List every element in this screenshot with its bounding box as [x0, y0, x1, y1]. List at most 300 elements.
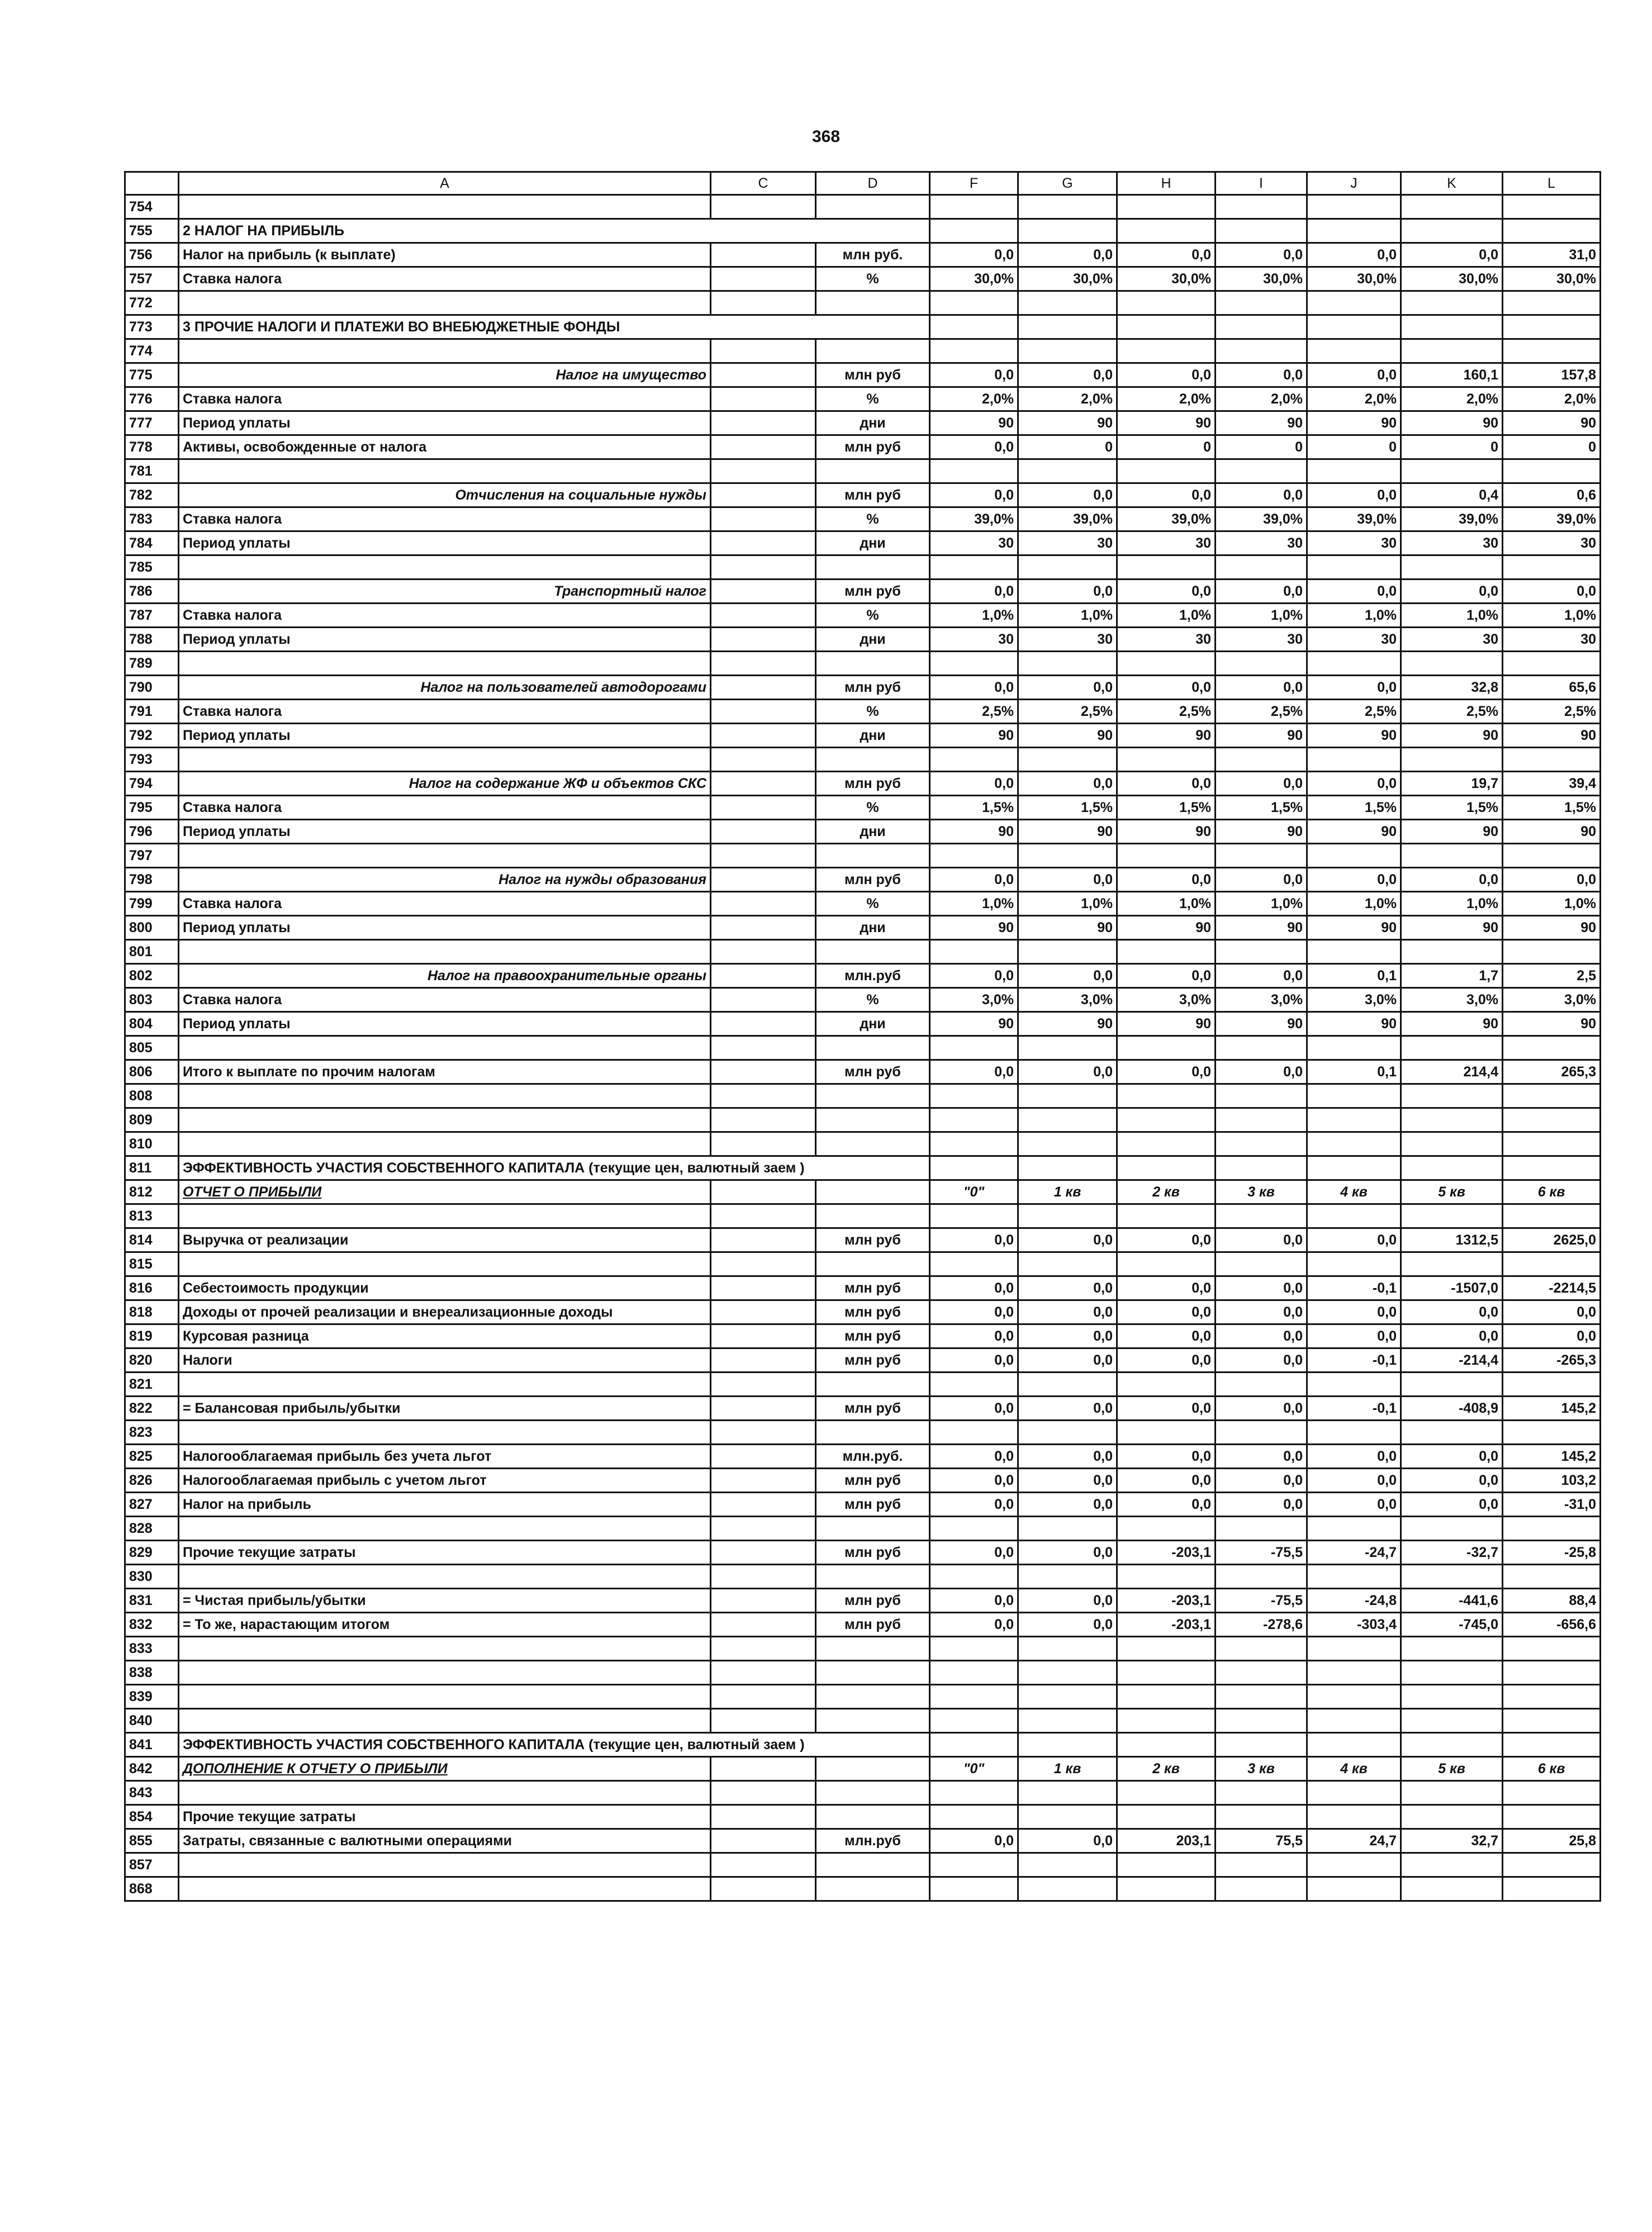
cell-value[interactable] — [1503, 1156, 1601, 1180]
cell-value[interactable]: 39,0% — [1216, 507, 1307, 531]
cell-value[interactable]: 30,0% — [1117, 267, 1216, 291]
cell-value[interactable]: 0,0 — [1307, 1300, 1401, 1324]
cell-value[interactable] — [1503, 1661, 1601, 1685]
cell-c[interactable] — [711, 1565, 816, 1589]
cell-value[interactable]: 2,0% — [1216, 387, 1307, 411]
cell-value[interactable] — [1401, 1036, 1503, 1060]
cell-value[interactable] — [1503, 1373, 1601, 1397]
cell-value[interactable] — [1216, 1637, 1307, 1661]
cell-unit[interactable] — [816, 195, 930, 219]
cell-value[interactable] — [1401, 1565, 1503, 1589]
cell-c[interactable] — [711, 1805, 816, 1829]
cell-c[interactable] — [711, 988, 816, 1012]
cell-value[interactable]: 0,0 — [1117, 1469, 1216, 1493]
cell-value[interactable] — [1216, 1877, 1307, 1901]
cell-label[interactable]: Ставка налога — [179, 796, 711, 820]
cell-value[interactable]: 0,0 — [1018, 772, 1117, 796]
cell-unit[interactable]: дни — [816, 411, 930, 435]
cell-value[interactable] — [1018, 1853, 1117, 1877]
cell-c[interactable] — [711, 1661, 816, 1685]
cell-value[interactable]: 2,0% — [1018, 387, 1117, 411]
cell-c[interactable] — [711, 243, 816, 267]
cell-value[interactable]: 145,2 — [1503, 1445, 1601, 1469]
cell-c[interactable] — [711, 291, 816, 315]
cell-value[interactable] — [1117, 1084, 1216, 1108]
column-header-j[interactable]: J — [1307, 172, 1401, 195]
cell-value[interactable]: 75,5 — [1216, 1829, 1307, 1853]
cell-value[interactable] — [1503, 1565, 1601, 1589]
cell-value[interactable] — [1216, 1036, 1307, 1060]
cell-value[interactable] — [1216, 555, 1307, 580]
cell-label[interactable] — [179, 1084, 711, 1108]
cell-c[interactable] — [711, 435, 816, 459]
cell-unit[interactable] — [816, 844, 930, 868]
cell-value[interactable]: 32,7 — [1401, 1829, 1503, 1853]
cell-value[interactable]: -214,4 — [1401, 1348, 1503, 1373]
cell-c[interactable] — [711, 1324, 816, 1348]
cell-label[interactable] — [179, 1685, 711, 1709]
cell-value[interactable] — [1307, 1108, 1401, 1132]
cell-value[interactable]: 2,5 — [1503, 964, 1601, 988]
cell-value[interactable] — [1018, 1156, 1117, 1180]
cell-value[interactable] — [1117, 1733, 1216, 1757]
period-header[interactable]: 1 кв — [1018, 1180, 1117, 1204]
cell-c[interactable] — [711, 1204, 816, 1228]
cell-unit[interactable] — [816, 1853, 930, 1877]
cell-label[interactable]: Отчисления на социальные нужды — [179, 483, 711, 507]
cell-label[interactable] — [179, 1373, 711, 1397]
cell-value[interactable] — [1117, 1661, 1216, 1685]
cell-value[interactable]: 0,0 — [1401, 580, 1503, 604]
cell-value[interactable]: 88,4 — [1503, 1589, 1601, 1613]
cell-unit[interactable]: млн.руб. — [816, 1445, 930, 1469]
cell-value[interactable]: 0 — [1307, 435, 1401, 459]
cell-value[interactable]: 30,0% — [1307, 267, 1401, 291]
cell-label[interactable]: ЭФФЕКТИВНОСТЬ УЧАСТИЯ СОБСТВЕННОГО КАПИТАЛА (текущие цен, валютный заем ) — [179, 1156, 930, 1180]
cell-value[interactable] — [1018, 1709, 1117, 1733]
cell-c[interactable] — [711, 1084, 816, 1108]
cell-label[interactable]: Период уплаты — [179, 628, 711, 652]
period-header[interactable]: 5 кв — [1401, 1180, 1503, 1204]
cell-value[interactable]: 30,0% — [1216, 267, 1307, 291]
cell-label[interactable] — [179, 1877, 711, 1901]
cell-value[interactable]: 0,0 — [1117, 1397, 1216, 1421]
cell-c[interactable] — [711, 1132, 816, 1156]
cell-value[interactable] — [1117, 1204, 1216, 1228]
cell-unit[interactable]: млн.руб — [816, 964, 930, 988]
cell-c[interactable] — [711, 1397, 816, 1421]
cell-value[interactable]: -75,5 — [1216, 1541, 1307, 1565]
cell-label[interactable] — [179, 1108, 711, 1132]
cell-unit[interactable]: % — [816, 267, 930, 291]
cell-unit[interactable] — [816, 1373, 930, 1397]
cell-label[interactable] — [179, 1637, 711, 1661]
cell-label[interactable]: Себестоимость продукции — [179, 1276, 711, 1300]
cell-unit[interactable]: дни — [816, 628, 930, 652]
cell-value[interactable]: 3,0% — [1307, 988, 1401, 1012]
cell-c[interactable] — [711, 964, 816, 988]
cell-value[interactable]: 0,0 — [1401, 1469, 1503, 1493]
cell-value[interactable]: 39,0% — [1117, 507, 1216, 531]
cell-value[interactable]: 2,0% — [930, 387, 1018, 411]
cell-value[interactable] — [1307, 1517, 1401, 1541]
cell-value[interactable]: 0,0 — [1117, 1324, 1216, 1348]
cell-value[interactable]: 0 — [1018, 435, 1117, 459]
cell-c[interactable] — [711, 1517, 816, 1541]
cell-value[interactable]: 1,5% — [1401, 796, 1503, 820]
cell-label[interactable]: Налог на прибыль — [179, 1493, 711, 1517]
cell-value[interactable] — [1018, 291, 1117, 315]
cell-value[interactable]: 30 — [1401, 531, 1503, 555]
cell-unit[interactable] — [816, 1637, 930, 1661]
cell-value[interactable] — [1503, 555, 1601, 580]
cell-value[interactable]: 1,0% — [1307, 892, 1401, 916]
cell-value[interactable] — [1307, 1252, 1401, 1276]
cell-value[interactable]: 90 — [1307, 1012, 1401, 1036]
cell-value[interactable] — [1307, 1132, 1401, 1156]
cell-label[interactable] — [179, 1132, 711, 1156]
cell-value[interactable] — [1117, 1781, 1216, 1805]
cell-c[interactable] — [711, 1348, 816, 1373]
cell-c[interactable] — [711, 363, 816, 387]
cell-value[interactable]: 39,0% — [930, 507, 1018, 531]
cell-unit[interactable] — [816, 1180, 930, 1204]
cell-value[interactable]: 30 — [1307, 531, 1401, 555]
cell-value[interactable] — [1216, 1108, 1307, 1132]
cell-c[interactable] — [711, 820, 816, 844]
cell-value[interactable]: 0,0 — [930, 1300, 1018, 1324]
cell-value[interactable] — [1503, 1877, 1601, 1901]
cell-value[interactable] — [1503, 1637, 1601, 1661]
cell-value[interactable]: 3,0% — [1018, 988, 1117, 1012]
cell-value[interactable]: 0,0 — [1018, 1613, 1117, 1637]
cell-value[interactable] — [1503, 1709, 1601, 1733]
cell-value[interactable] — [1401, 1204, 1503, 1228]
cell-value[interactable]: 0,0 — [1216, 964, 1307, 988]
cell-value[interactable]: 0,0 — [1117, 1228, 1216, 1252]
cell-value[interactable] — [930, 459, 1018, 483]
cell-value[interactable] — [1117, 1805, 1216, 1829]
cell-value[interactable]: -265,3 — [1503, 1348, 1601, 1373]
cell-value[interactable]: -24,8 — [1307, 1589, 1401, 1613]
cell-label[interactable] — [179, 1421, 711, 1445]
period-header[interactable]: 3 кв — [1216, 1180, 1307, 1204]
cell-value[interactable] — [930, 1709, 1018, 1733]
cell-value[interactable] — [1401, 748, 1503, 772]
cell-value[interactable]: 90 — [1018, 916, 1117, 940]
cell-value[interactable] — [930, 652, 1018, 676]
cell-value[interactable] — [1307, 940, 1401, 964]
cell-c[interactable] — [711, 1613, 816, 1637]
cell-value[interactable] — [1117, 1252, 1216, 1276]
cell-unit[interactable] — [816, 555, 930, 580]
cell-value[interactable] — [1503, 1132, 1601, 1156]
cell-value[interactable]: 3,0% — [1117, 988, 1216, 1012]
cell-value[interactable]: 0,0 — [930, 1060, 1018, 1084]
cell-c[interactable] — [711, 507, 816, 531]
cell-value[interactable] — [1307, 1084, 1401, 1108]
period-header[interactable]: 4 кв — [1307, 1757, 1401, 1781]
cell-value[interactable] — [1018, 339, 1117, 363]
cell-c[interactable] — [711, 652, 816, 676]
cell-value[interactable]: 0,0 — [1018, 1276, 1117, 1300]
cell-value[interactable] — [1117, 1637, 1216, 1661]
cell-value[interactable]: 2,5% — [1117, 700, 1216, 724]
cell-value[interactable]: 0,0 — [1018, 1060, 1117, 1084]
cell-c[interactable] — [711, 1060, 816, 1084]
cell-value[interactable] — [930, 1517, 1018, 1541]
cell-value[interactable] — [1307, 459, 1401, 483]
cell-value[interactable] — [1018, 1637, 1117, 1661]
cell-value[interactable]: 0,0 — [930, 1445, 1018, 1469]
cell-c[interactable] — [711, 1180, 816, 1204]
cell-value[interactable]: -32,7 — [1401, 1541, 1503, 1565]
cell-value[interactable] — [1117, 1373, 1216, 1397]
cell-value[interactable] — [1307, 652, 1401, 676]
cell-value[interactable]: 90 — [930, 1012, 1018, 1036]
cell-value[interactable]: 0,0 — [930, 1829, 1018, 1853]
cell-c[interactable] — [711, 339, 816, 363]
cell-value[interactable]: 157,8 — [1503, 363, 1601, 387]
cell-value[interactable]: 0,0 — [1018, 1829, 1117, 1853]
cell-unit[interactable]: млн руб — [816, 1493, 930, 1517]
cell-value[interactable] — [1307, 1661, 1401, 1685]
cell-value[interactable] — [1503, 1204, 1601, 1228]
cell-value[interactable] — [1018, 459, 1117, 483]
cell-value[interactable]: -24,7 — [1307, 1541, 1401, 1565]
cell-value[interactable] — [1401, 1853, 1503, 1877]
cell-value[interactable] — [1216, 219, 1307, 243]
cell-value[interactable]: 0,0 — [1117, 1348, 1216, 1373]
cell-value[interactable]: 0,0 — [1307, 1445, 1401, 1469]
cell-value[interactable]: -31,0 — [1503, 1493, 1601, 1517]
cell-value[interactable] — [1503, 748, 1601, 772]
cell-value[interactable] — [1401, 555, 1503, 580]
cell-value[interactable]: 1,0% — [1216, 604, 1307, 628]
cell-label[interactable] — [179, 195, 711, 219]
cell-value[interactable] — [1018, 1805, 1117, 1829]
cell-value[interactable]: 0,0 — [1117, 1276, 1216, 1300]
cell-value[interactable]: 1,0% — [1117, 604, 1216, 628]
cell-value[interactable] — [930, 291, 1018, 315]
cell-value[interactable]: 0,0 — [1307, 676, 1401, 700]
cell-value[interactable]: 0,0 — [1117, 1493, 1216, 1517]
cell-label[interactable]: Налог на имущество — [179, 363, 711, 387]
cell-value[interactable] — [1307, 315, 1401, 339]
cell-value[interactable]: 0,0 — [1503, 1324, 1601, 1348]
cell-value[interactable] — [1401, 459, 1503, 483]
cell-value[interactable] — [1018, 1036, 1117, 1060]
cell-value[interactable] — [930, 1781, 1018, 1805]
cell-unit[interactable] — [816, 1685, 930, 1709]
cell-value[interactable]: -278,6 — [1216, 1613, 1307, 1637]
cell-value[interactable]: 0,0 — [930, 1348, 1018, 1373]
cell-value[interactable] — [930, 1685, 1018, 1709]
cell-value[interactable]: 2,5% — [1503, 700, 1601, 724]
cell-value[interactable]: 0,0 — [1018, 483, 1117, 507]
cell-value[interactable] — [930, 195, 1018, 219]
cell-value[interactable] — [1018, 1517, 1117, 1541]
cell-value[interactable] — [1503, 1685, 1601, 1709]
cell-label[interactable] — [179, 1661, 711, 1685]
cell-value[interactable]: -656,6 — [1503, 1613, 1601, 1637]
cell-unit[interactable]: млн руб — [816, 580, 930, 604]
cell-value[interactable]: 25,8 — [1503, 1829, 1601, 1853]
cell-value[interactable]: 0,0 — [1018, 1348, 1117, 1373]
cell-unit[interactable]: млн руб. — [816, 243, 930, 267]
cell-value[interactable] — [1216, 940, 1307, 964]
cell-value[interactable] — [1401, 1517, 1503, 1541]
cell-value[interactable]: 90 — [1117, 411, 1216, 435]
cell-value[interactable] — [1018, 748, 1117, 772]
cell-unit[interactable]: млн руб — [816, 1348, 930, 1373]
cell-value[interactable]: 0,0 — [1117, 1300, 1216, 1324]
cell-value[interactable] — [1503, 1733, 1601, 1757]
cell-value[interactable] — [1401, 844, 1503, 868]
cell-value[interactable] — [1401, 339, 1503, 363]
cell-label[interactable]: Доходы от прочей реализации и внереализационные доходы — [179, 1300, 711, 1324]
cell-value[interactable]: 90 — [1216, 1012, 1307, 1036]
cell-value[interactable]: 0,0 — [1401, 243, 1503, 267]
cell-label[interactable]: Налог на прибыль (к выплате) — [179, 243, 711, 267]
cell-value[interactable]: 2,5% — [930, 700, 1018, 724]
cell-value[interactable] — [1503, 1421, 1601, 1445]
cell-value[interactable]: 0,0 — [1018, 1228, 1117, 1252]
cell-unit[interactable]: млн руб — [816, 1300, 930, 1324]
cell-value[interactable] — [1117, 1709, 1216, 1733]
cell-unit[interactable] — [816, 1805, 930, 1829]
cell-label[interactable]: Налогооблагаемая прибыль с учетом льгот — [179, 1469, 711, 1493]
cell-value[interactable] — [1401, 940, 1503, 964]
cell-c[interactable] — [711, 267, 816, 291]
cell-value[interactable] — [1503, 1084, 1601, 1108]
cell-value[interactable]: 30 — [1401, 628, 1503, 652]
cell-c[interactable] — [711, 628, 816, 652]
cell-value[interactable] — [930, 219, 1018, 243]
cell-value[interactable]: 2,0% — [1307, 387, 1401, 411]
cell-value[interactable]: 0,0 — [930, 483, 1018, 507]
cell-label[interactable]: Ставка налога — [179, 507, 711, 531]
cell-value[interactable] — [1216, 1517, 1307, 1541]
cell-value[interactable] — [1307, 195, 1401, 219]
cell-value[interactable] — [930, 1373, 1018, 1397]
cell-label[interactable] — [179, 652, 711, 676]
cell-value[interactable]: 90 — [1503, 411, 1601, 435]
cell-value[interactable] — [1117, 940, 1216, 964]
cell-label[interactable]: Ставка налога — [179, 267, 711, 291]
cell-value[interactable]: 0,1 — [1307, 1060, 1401, 1084]
cell-label[interactable] — [179, 1252, 711, 1276]
cell-value[interactable]: 90 — [1018, 411, 1117, 435]
cell-value[interactable] — [1307, 1709, 1401, 1733]
cell-value[interactable] — [1307, 1637, 1401, 1661]
cell-value[interactable]: 0,0 — [1018, 1493, 1117, 1517]
cell-value[interactable] — [930, 844, 1018, 868]
cell-value[interactable]: 90 — [930, 820, 1018, 844]
column-header-a[interactable]: A — [179, 172, 711, 195]
cell-label[interactable]: Ставка налога — [179, 892, 711, 916]
cell-value[interactable]: 90 — [1307, 411, 1401, 435]
cell-value[interactable] — [1401, 652, 1503, 676]
cell-value[interactable]: -2214,5 — [1503, 1276, 1601, 1300]
cell-value[interactable]: 90 — [1018, 1012, 1117, 1036]
cell-value[interactable]: 0,0 — [1216, 1324, 1307, 1348]
cell-unit[interactable] — [816, 1709, 930, 1733]
cell-value[interactable] — [1503, 291, 1601, 315]
cell-label[interactable]: Ставка налога — [179, 700, 711, 724]
cell-value[interactable]: 0,0 — [1216, 868, 1307, 892]
cell-value[interactable]: 90 — [1503, 1012, 1601, 1036]
cell-unit[interactable]: млн руб — [816, 363, 930, 387]
cell-value[interactable]: 0,0 — [1216, 1348, 1307, 1373]
cell-value[interactable]: 90 — [1117, 916, 1216, 940]
cell-value[interactable] — [1117, 1565, 1216, 1589]
cell-value[interactable] — [1216, 1661, 1307, 1685]
cell-value[interactable]: 0,0 — [1307, 868, 1401, 892]
cell-label[interactable]: Итого к выплате по прочим налогам — [179, 1060, 711, 1084]
cell-unit[interactable] — [816, 1661, 930, 1685]
cell-value[interactable]: 1312,5 — [1401, 1228, 1503, 1252]
cell-value[interactable]: 2625,0 — [1503, 1228, 1601, 1252]
cell-value[interactable] — [1216, 291, 1307, 315]
cell-value[interactable] — [1401, 1781, 1503, 1805]
cell-unit[interactable] — [816, 1036, 930, 1060]
cell-value[interactable]: 0,0 — [1018, 868, 1117, 892]
cell-value[interactable]: 39,4 — [1503, 772, 1601, 796]
cell-value[interactable] — [1117, 1108, 1216, 1132]
cell-value[interactable]: 1,0% — [1503, 604, 1601, 628]
cell-value[interactable]: 0,0 — [1018, 243, 1117, 267]
cell-c[interactable] — [711, 1541, 816, 1565]
cell-label[interactable]: 2 НАЛОГ НА ПРИБЫЛЬ — [179, 219, 930, 243]
cell-value[interactable]: 0,0 — [1018, 676, 1117, 700]
cell-c[interactable] — [711, 700, 816, 724]
cell-value[interactable] — [1307, 1877, 1401, 1901]
cell-value[interactable]: 0,0 — [1307, 580, 1401, 604]
cell-value[interactable]: 0,0 — [1216, 1469, 1307, 1493]
cell-value[interactable] — [1307, 1373, 1401, 1397]
cell-value[interactable] — [1216, 844, 1307, 868]
cell-value[interactable]: 0,0 — [1117, 964, 1216, 988]
cell-unit[interactable]: млн руб — [816, 1469, 930, 1493]
cell-value[interactable] — [930, 555, 1018, 580]
cell-value[interactable]: 30,0% — [930, 267, 1018, 291]
cell-value[interactable] — [1018, 1204, 1117, 1228]
cell-value[interactable]: 0,0 — [930, 1324, 1018, 1348]
cell-unit[interactable]: % — [816, 988, 930, 1012]
cell-unit[interactable]: дни — [816, 724, 930, 748]
column-header-h[interactable]: H — [1117, 172, 1216, 195]
cell-label[interactable] — [179, 339, 711, 363]
cell-value[interactable]: 90 — [1307, 724, 1401, 748]
cell-value[interactable]: 3,0% — [1503, 988, 1601, 1012]
cell-unit[interactable] — [816, 339, 930, 363]
cell-value[interactable]: 0,0 — [1216, 1493, 1307, 1517]
cell-value[interactable] — [1503, 1517, 1601, 1541]
cell-value[interactable]: 1,5% — [1216, 796, 1307, 820]
cell-value[interactable]: 0,0 — [1117, 868, 1216, 892]
cell-value[interactable]: 90 — [930, 916, 1018, 940]
cell-value[interactable] — [1216, 195, 1307, 219]
cell-value[interactable]: 0,6 — [1503, 483, 1601, 507]
cell-value[interactable] — [1117, 195, 1216, 219]
cell-value[interactable]: 0,0 — [1117, 483, 1216, 507]
cell-value[interactable] — [1117, 1036, 1216, 1060]
cell-label[interactable]: Прочие текущие затраты — [179, 1541, 711, 1565]
cell-value[interactable] — [1307, 1853, 1401, 1877]
cell-value[interactable] — [1503, 652, 1601, 676]
cell-value[interactable] — [1018, 1084, 1117, 1108]
